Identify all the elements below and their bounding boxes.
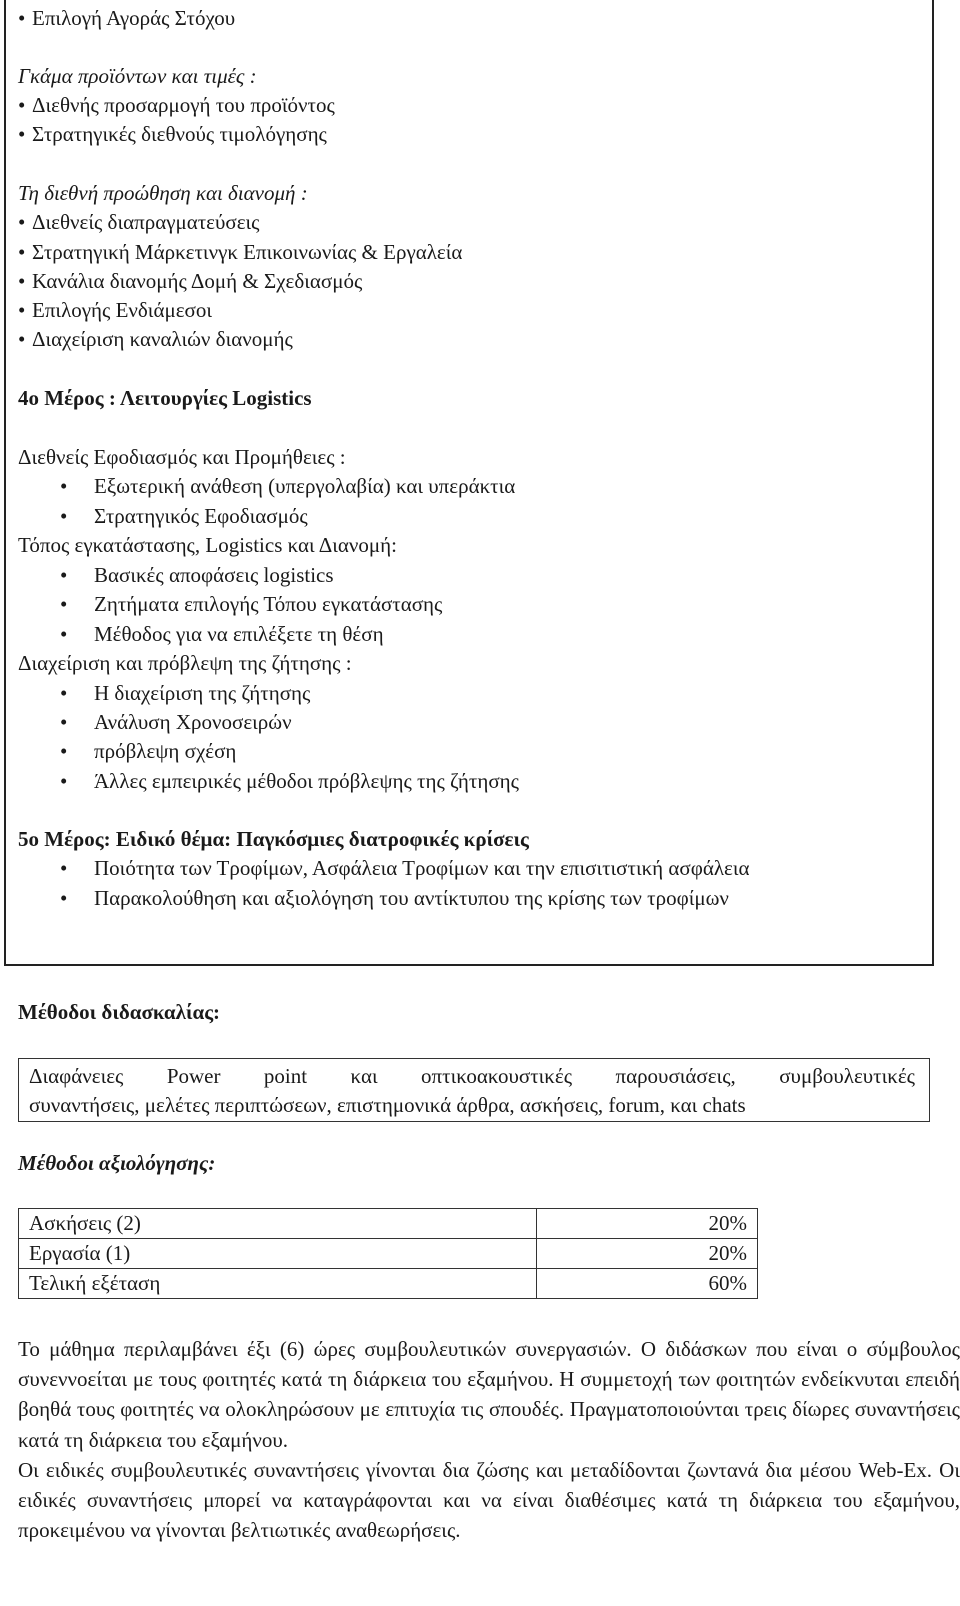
table-row — [19, 1239, 758, 1269]
assessment-table — [18, 1208, 758, 1299]
bullet: • — [18, 93, 26, 117]
bullet: • — [60, 681, 68, 705]
bullet: • — [18, 122, 26, 146]
teaching-heading: Μέθοδοι διδασκαλίας: — [18, 1000, 221, 1024]
part5-item: Παρακολούθηση και αξιολόγηση του αντίκτυπου της κρίσης των τροφίμων — [94, 886, 729, 910]
teaching-line: Διαφάνειες Power point και οπτικοακουστικές παρουσιάσεις, συμβουλευτικές — [29, 1064, 915, 1088]
bullet: • — [60, 592, 68, 616]
bullet: • — [60, 886, 68, 910]
location-item: Ζητήματα επιλογής Τόπου εγκατάστασης — [94, 592, 443, 616]
assessment-label: Εργασία (1) — [19, 1239, 537, 1269]
bullet: • — [18, 298, 26, 322]
bullet: • — [60, 563, 68, 587]
supply-item: Στρατηγικός Εφοδιασμός — [94, 504, 308, 528]
bullet: • — [18, 6, 26, 30]
bullet: • — [18, 210, 26, 234]
notes — [18, 1334, 960, 1545]
bullet: • — [18, 240, 26, 264]
notes-paragraph: Οι ειδικές συμβουλευτικές συναντήσεις γίνονται δια ζώσης και μεταδίδονται ζωντανά δια μέσου Web-Ex. Οι ειδικές συναντήσεις μπορεί να καταγράφονται και να είναι διαθέσιμες κατά τη διάρκεια του εξαμήνου, προκειμένου να γίνονται βελτιωτικές αναθεωρήσεις. — [18, 1457, 960, 1543]
location-heading: Τόπος εγκατάστασης, Logistics και Διανομή: — [18, 533, 397, 557]
part4-heading: 4ο Μέρος : Λειτουργίες Logistics — [18, 386, 312, 410]
promo-item: Στρατηγική Μάρκετινγκ Επικοινωνίας & Εργαλεία — [32, 240, 463, 264]
product-item: Διεθνής προσαρμογή του προϊόντος — [32, 93, 335, 117]
bullet: • — [18, 327, 26, 351]
promo-heading: Τη διεθνή προώθηση και διανομή : — [18, 181, 308, 205]
bullet: • — [60, 710, 68, 734]
bullet: • — [18, 269, 26, 293]
bullet: • — [60, 769, 68, 793]
bullet: • — [60, 504, 68, 528]
supply-item: Εξωτερική ανάθεση (υπεργολαβία) και υπεράκτια — [94, 474, 516, 498]
supply-heading: Διεθνείς Εφοδιασμός και Προμήθειες : — [18, 445, 346, 469]
market-selection-item: Επιλογή Αγοράς Στόχου — [32, 6, 236, 30]
promo-item: Διαχείριση καναλιών διανομής — [32, 327, 293, 351]
bullet: • — [60, 856, 68, 880]
teaching-box — [18, 1058, 930, 1122]
location-item: Βασικές αποφάσεις logistics — [94, 563, 334, 587]
part5-item: Ποιότητα των Τροφίμων, Ασφάλεια Τροφίμων και την επισιτιστική ασφάλεια — [94, 856, 750, 880]
table-row — [19, 1209, 758, 1239]
assessment-label: Τελική εξέταση — [19, 1269, 537, 1299]
promo-item: Κανάλια διανομής Δομή & Σχεδιασμός — [32, 269, 363, 293]
demand-item: Ανάλυση Χρονοσειρών — [94, 710, 292, 734]
bullet: • — [60, 739, 68, 763]
notes-paragraph: Το μάθημα περιλαμβάνει έξι (6) ώρες συμβουλευτικών συνεργασιών. Ο διδάσκων που είναι ο σύμβουλος συνεννοείται με τους φοιτητές κατά τη διάρκεια του εξαμήνου. Η συμμετοχή των φοιτητών ενδείκνυται επειδή βοηθά τους φοιτητές να ολοκληρώσουν με επιτυχία τις σπουδές. Πραγματοποιούνται τρεις δίωρες συναντήσεις κατά τη διάρκεια του εξαμήνου. — [18, 1337, 960, 1452]
demand-item: Η διαχείριση της ζήτησης — [94, 681, 311, 705]
bullet: • — [60, 474, 68, 498]
product-heading: Γκάμα προϊόντων και τιμές : — [18, 64, 257, 88]
bullet: • — [60, 622, 68, 646]
part5-heading: 5ο Μέρος: Ειδικό θέμα: Παγκόσμιες διατροφικές κρίσεις — [18, 827, 529, 851]
demand-item: Άλλες εμπειρικές μέθοδοι πρόβλεψης της ζήτησης — [94, 769, 519, 793]
assessment-pct: 20% — [537, 1239, 758, 1269]
assessment-label: Ασκήσεις (2) — [19, 1209, 537, 1239]
assessment-pct: 60% — [537, 1269, 758, 1299]
product-item: Στρατηγικές διεθνούς τιμολόγησης — [32, 122, 327, 146]
teaching-line: συναντήσεις, μελέτες περιπτώσεων, επιστημονικά άρθρα, ασκήσεις, forum, και chats — [29, 1093, 746, 1117]
location-item: Μέθοδος για να επιλέξετε τη θέση — [94, 622, 384, 646]
assessment-pct: 20% — [537, 1209, 758, 1239]
demand-heading: Διαχείριση και πρόβλεψη της ζήτησης : — [18, 651, 352, 675]
promo-item: Επιλογής Ενδιάμεσοι — [32, 298, 213, 322]
table-row — [19, 1269, 758, 1299]
promo-item: Διεθνείς διαπραγματεύσεις — [32, 210, 260, 234]
assessment-heading: Μέθοδοι αξιολόγησης: — [18, 1151, 216, 1175]
demand-item: πρόβλεψη σχέση — [94, 739, 237, 763]
